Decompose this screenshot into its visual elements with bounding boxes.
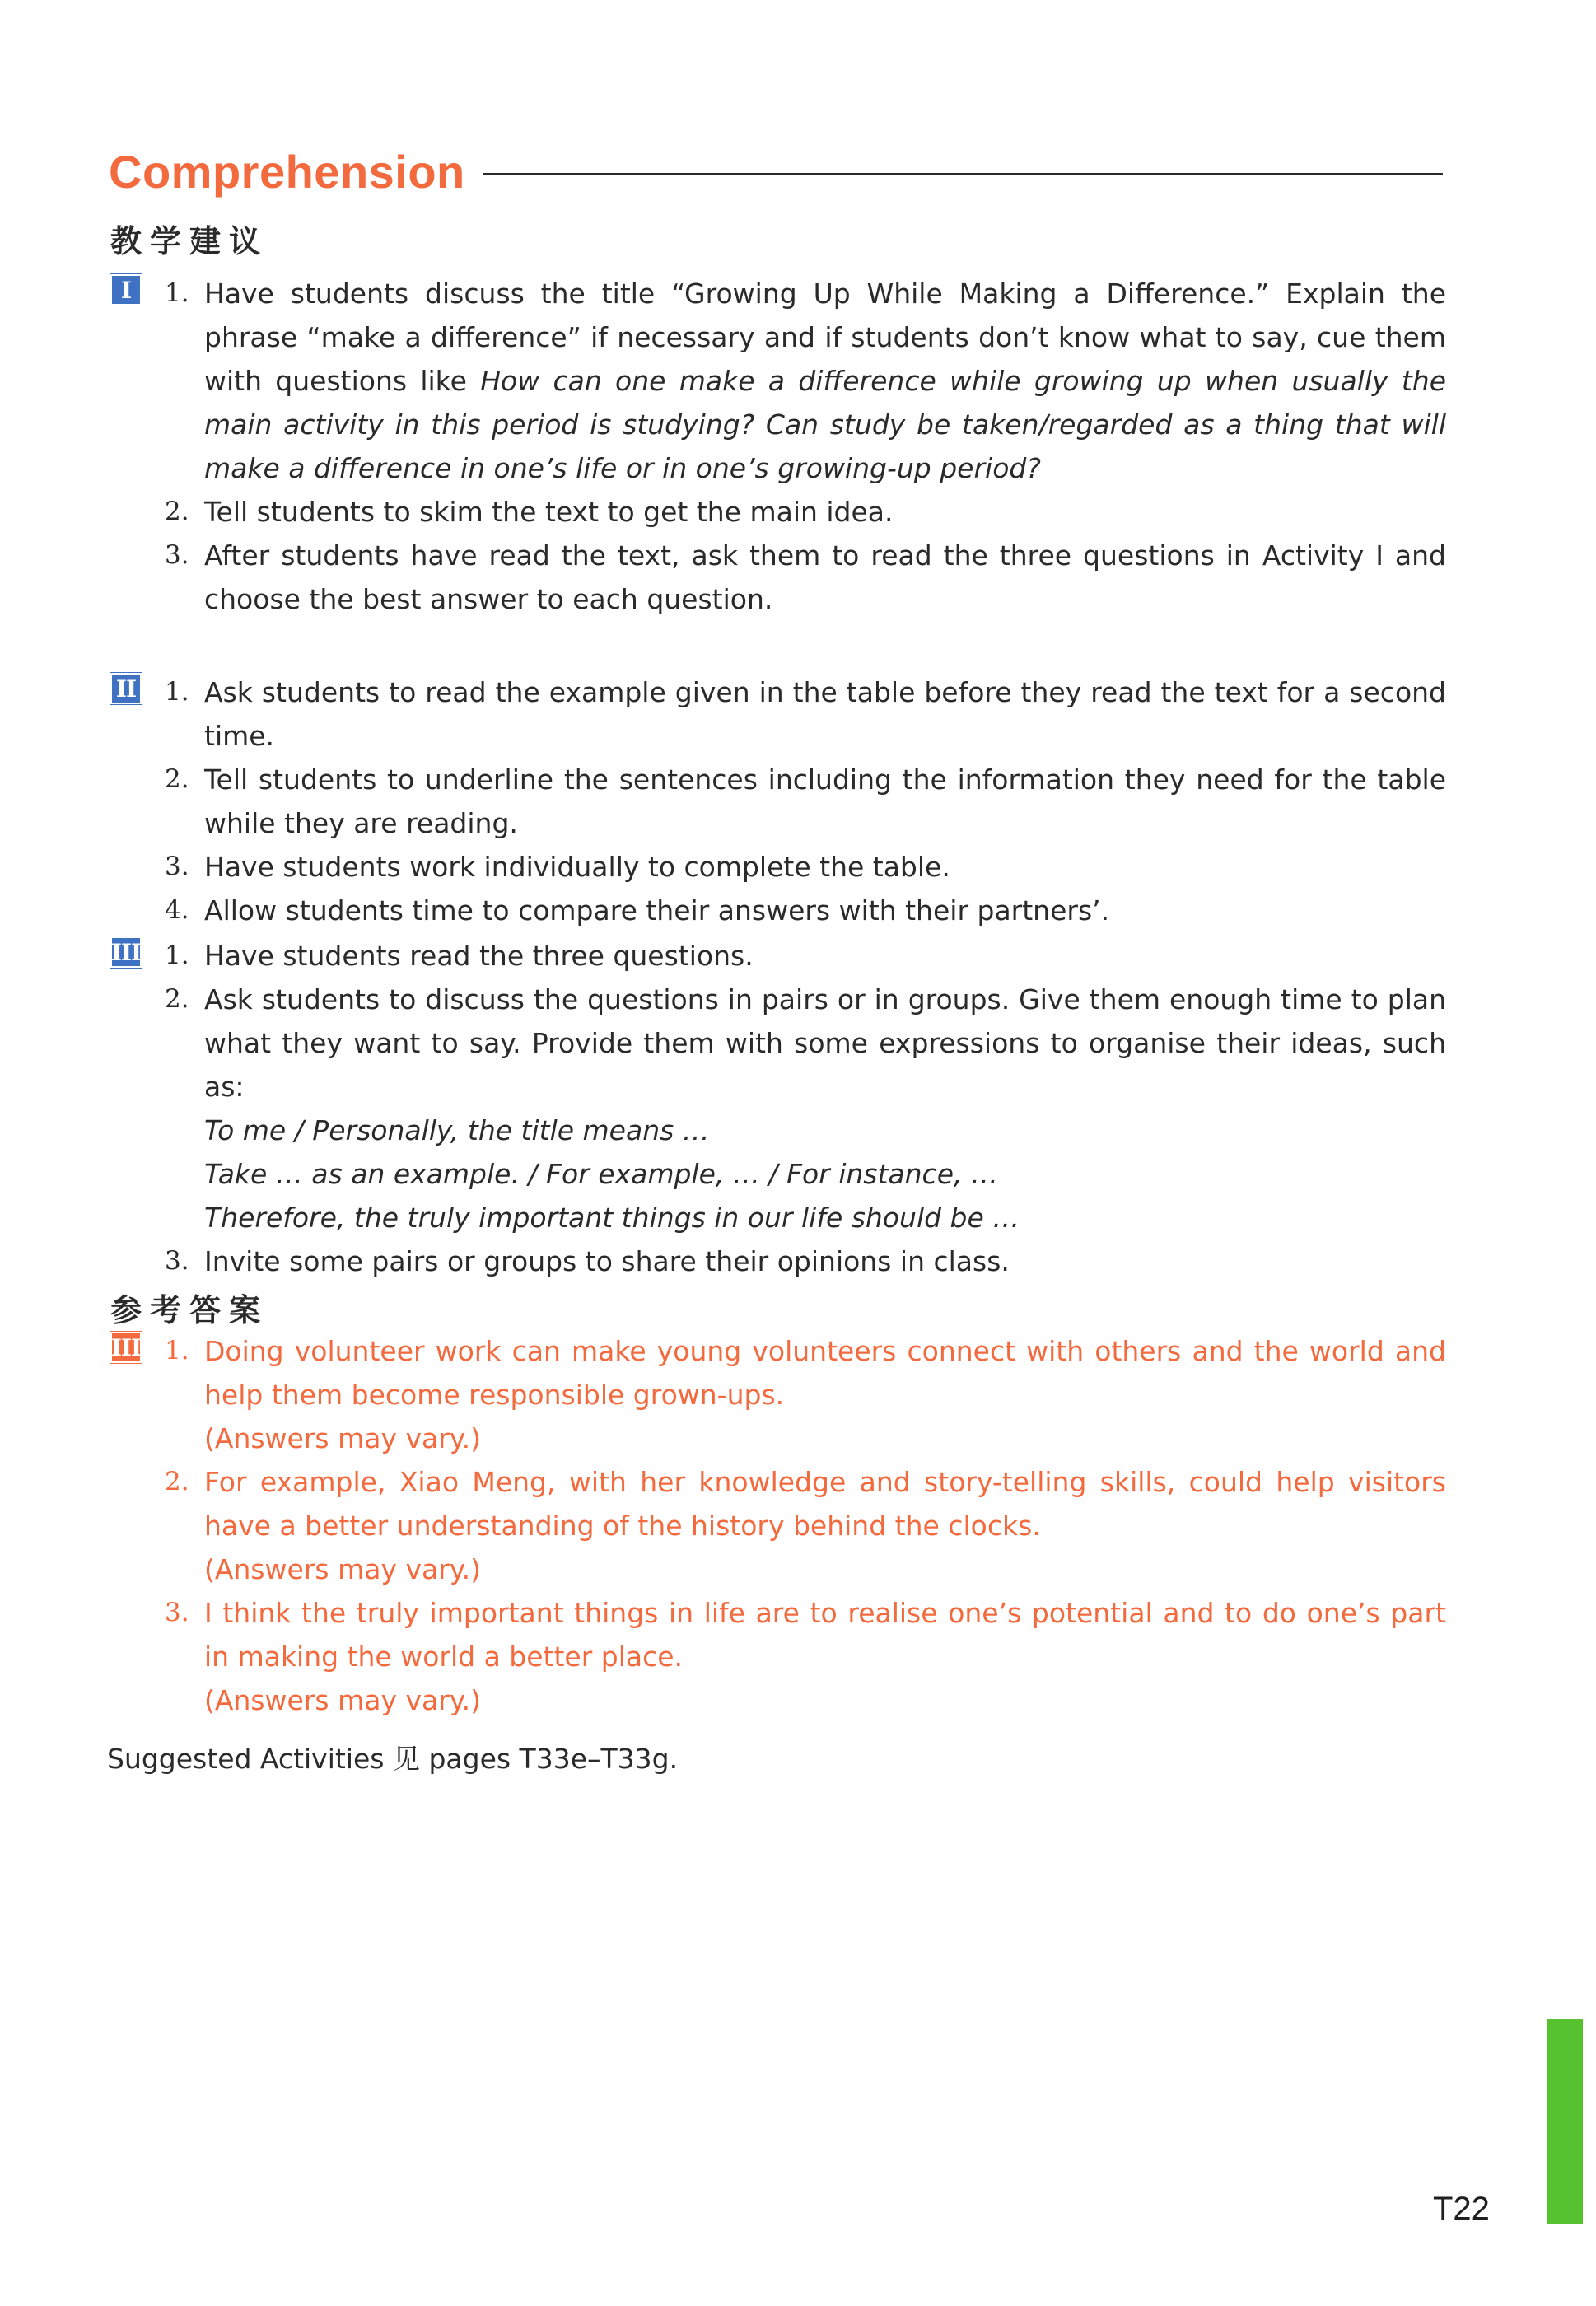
item-number: 1. <box>165 677 189 707</box>
section-badge: I <box>110 274 142 306</box>
page-edge-tab <box>1547 2019 1583 2224</box>
answer-text: Doing volunteer work can make young volunteers connect with others and the world and help them become responsible grown-ups. <box>204 1335 1446 1411</box>
expression-line: Therefore, the truly important things in our life should be … <box>204 1202 1020 1234</box>
section-badge: II <box>110 673 142 704</box>
list-item <box>110 534 1446 621</box>
item-number: 2. <box>165 764 189 794</box>
page-number: T22 <box>1433 2191 1490 2227</box>
list-item <box>110 889 1446 932</box>
item-text: Allow students time to compare their answers with their partners’. <box>204 894 1110 927</box>
list-item <box>110 1239 1446 1283</box>
item-number: 2. <box>165 984 189 1014</box>
teaching-suggestions-heading: 教学建议 <box>110 223 269 259</box>
item-text: After students have read the text, ask them to read the three questions in Activity I and choose the best answer to each question. <box>204 539 1446 615</box>
list-item <box>110 272 1446 490</box>
list-item <box>110 1329 1446 1460</box>
item-text: Have students discuss the title “Growing Up While Making a Difference.” Explain the phrase “make a difference” if necessary and if students don’t know what to say, cue them with questions like <box>204 278 1446 397</box>
instruction-list <box>110 272 1446 621</box>
item-number: 1. <box>165 278 189 308</box>
list-item <box>110 670 1446 758</box>
list-item <box>110 934 1446 978</box>
item-number: 3. <box>165 540 189 570</box>
answer-text: I think the truly important things in life are to realise one’s potential and to do one’s part in making the world a better place. <box>204 1597 1446 1673</box>
list-item <box>110 490 1446 534</box>
page-title: Comprehension <box>109 146 465 198</box>
item-text: Tell students to skim the text to get the main idea. <box>204 496 894 528</box>
list-item <box>110 1591 1446 1722</box>
item-text: Invite some pairs or groups to share their opinions in class. <box>204 1245 1010 1277</box>
answer-list <box>110 1329 1446 1722</box>
answer-text: For example, Xiao Meng, with her knowledge and story-telling skills, could help visitors have a better understanding of the history behind the clocks. <box>204 1466 1446 1542</box>
list-item <box>110 1460 1446 1591</box>
item-example-questions: How can one make a difference while growing up when usually the main activity in this period is studying? Can study be taken/regarded as a thing that will make a difference in one’s life or in one’s growing-up period? <box>204 365 1446 484</box>
answer-note: (Answers may vary.) <box>204 1553 481 1585</box>
item-number: 2. <box>165 497 189 526</box>
section-ii <box>110 670 1446 932</box>
item-number: 3. <box>165 852 189 881</box>
item-text: Have students work individually to complete the table. <box>204 851 950 883</box>
section-badge: III <box>110 936 142 968</box>
item-number: 3. <box>165 1598 189 1627</box>
item-text: Tell students to underline the sentences including the information they need for the table while they are reading. <box>204 763 1446 839</box>
item-text: Ask students to discuss the questions in pairs or in groups. Give them enough time to plan what they want to say. Provide them with some expressions to organise their ideas, such as: <box>204 983 1446 1103</box>
expression-line: Take … as an example. / For example, … / For instance, … <box>204 1158 998 1190</box>
suggested-activities-note: Suggested Activities 见 pages T33e–T33g. <box>107 1743 679 1775</box>
section-badge: III <box>110 1332 142 1363</box>
section-i <box>110 272 1446 621</box>
header-divider <box>483 173 1443 175</box>
section-iii <box>110 934 1446 1283</box>
reference-answers-heading: 参考答案 <box>110 1292 269 1328</box>
list-item <box>110 978 1446 1239</box>
instruction-list <box>110 670 1446 932</box>
list-item <box>110 845 1446 889</box>
section-header <box>109 145 1443 198</box>
instruction-list <box>110 934 1446 1283</box>
item-number: 2. <box>165 1467 189 1496</box>
expression-line: To me / Personally, the title means … <box>204 1114 710 1146</box>
answer-note: (Answers may vary.) <box>204 1684 481 1716</box>
item-text: Ask students to read the example given in the table before they read the text for a second time. <box>204 676 1446 752</box>
answer-note: (Answers may vary.) <box>204 1422 481 1454</box>
answers-section-iii <box>110 1329 1446 1722</box>
item-number: 1. <box>165 1336 189 1365</box>
list-item <box>110 758 1446 845</box>
item-number: 1. <box>165 941 189 970</box>
item-number: 4. <box>165 895 189 925</box>
item-number: 3. <box>165 1246 189 1276</box>
item-text: Have students read the three questions. <box>204 940 754 972</box>
